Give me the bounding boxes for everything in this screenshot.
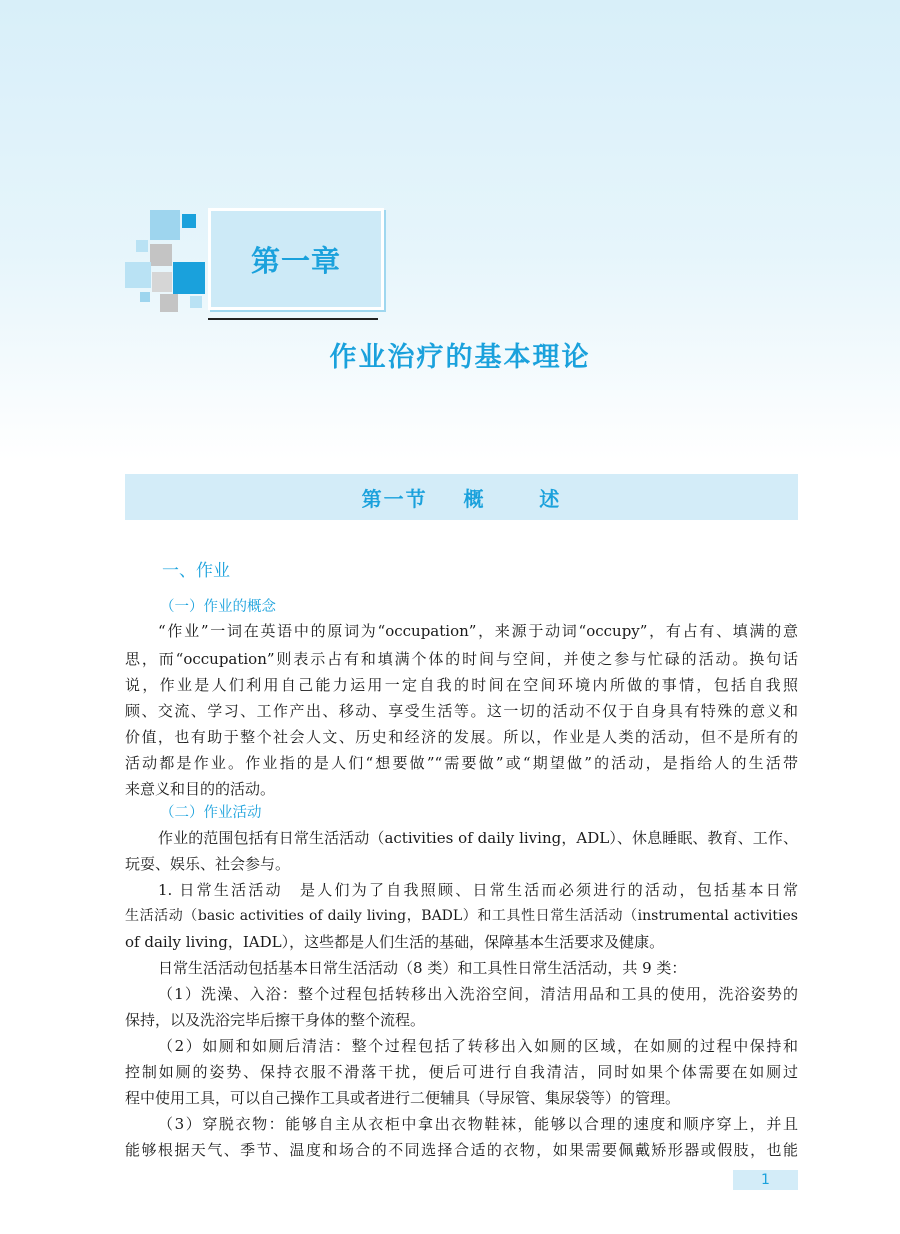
heading-level-1: 一、作业: [162, 561, 230, 581]
text-line: （2）如厕和如厕后清洁：整个过程包括了转移出入如厕的区域，在如厕的过程中保持和: [158, 1037, 798, 1055]
text-line: 控制如厕的姿势、保持衣服不滑落干扰，便后可进行自我清洁，同时如果个体需要在如厕过: [125, 1063, 798, 1081]
page-number-box: [733, 1170, 798, 1190]
text-line: 活动都是作业。作业指的是人们“想要做”“需要做”或“期望做”的活动，是指给人的生活带: [125, 754, 798, 772]
text-line: 价值，也有助于整个社会人文、历史和经济的发展。所以，作业是人类的活动，但不是所有的: [125, 728, 798, 746]
text-line: （3）穿脱衣物：能够自主从衣柜中拿出衣物鞋袜，能够以合理的速度和顺序穿上，并且: [158, 1115, 798, 1133]
text-line: “作业”一词在英语中的原词为“occupation”，来源于动词“occupy”，有占有、填满的意: [158, 622, 798, 640]
chapter-divider: [208, 318, 378, 320]
text-line: （1）洗澡、入浴：整个过程包括转移出入洗浴空间，清洁用品和工具的使用，洗浴姿势的: [158, 985, 798, 1003]
heading-level-2: （一）作业的概念: [160, 599, 276, 615]
text-line: 能够根据天气、季节、温度和场合的不同选择合适的衣物，如果需要佩戴矫形器或假肢，也能: [125, 1141, 798, 1159]
deco-square: [173, 262, 205, 294]
deco-square: [152, 272, 172, 292]
header-gradient-band: [0, 0, 900, 460]
chapter-title: 作业治疗的基本理论: [329, 342, 591, 373]
text-line: 1. 日常生活活动 是人们为了自我照顾、日常生活而必须进行的活动，包括基本日常: [158, 881, 798, 899]
deco-square: [136, 240, 148, 252]
deco-square: [150, 210, 180, 240]
deco-square: [140, 292, 150, 302]
deco-square: [150, 244, 172, 266]
text-line: 来意义和目的的活动。: [125, 780, 276, 798]
text-line: 顾、交流、学习、工作产出、移动、享受生活等。这一切的活动不仅于自身具有特殊的意义和: [125, 702, 798, 720]
text-line: 生活活动（basic activities of daily living，BADL）和工具性日常生活活动（instrumental activities: [125, 908, 798, 924]
text-line: 作业的范围包括有日常生活活动（activities of daily living，ADL）、休息睡眠、教育、工作、: [158, 829, 798, 847]
section-title-bar: [125, 474, 798, 520]
text-line: 日常生活活动包括基本日常生活活动（8 类）和工具性日常生活活动，共 9 类：: [158, 959, 687, 977]
text-line: 程中使用工具，可以自己操作工具或者进行二便辅具（导尿管、集尿袋等）的管理。: [125, 1089, 681, 1107]
heading-level-2: （二）作业活动: [160, 805, 262, 821]
deco-square: [125, 262, 151, 288]
text-line: 玩耍、娱乐、社会参与。: [125, 855, 291, 873]
text-line: 说，作业是人们利用自己能力运用一定自我的时间在空间环境内所做的事情，包括自我照: [125, 676, 798, 694]
text-line: of daily living，IADL），这些都是人们生活的基础，保障基本生活要求及健康。: [125, 933, 665, 951]
text-line: 保持，以及洗浴完毕后擦干身体的整个流程。: [125, 1011, 426, 1029]
section-title: 第一节 概 述: [361, 486, 562, 511]
deco-square: [160, 294, 178, 312]
chapter-label-box: [208, 208, 384, 310]
deco-square: [190, 296, 202, 308]
text-line: 思，而“occupation”则表示占有和填满个体的时间与空间，并使之参与忙碌的活动。换句话: [125, 650, 798, 668]
deco-square: [182, 214, 196, 228]
page-number: 1: [761, 1172, 770, 1188]
chapter-label: 第一章: [250, 243, 341, 278]
